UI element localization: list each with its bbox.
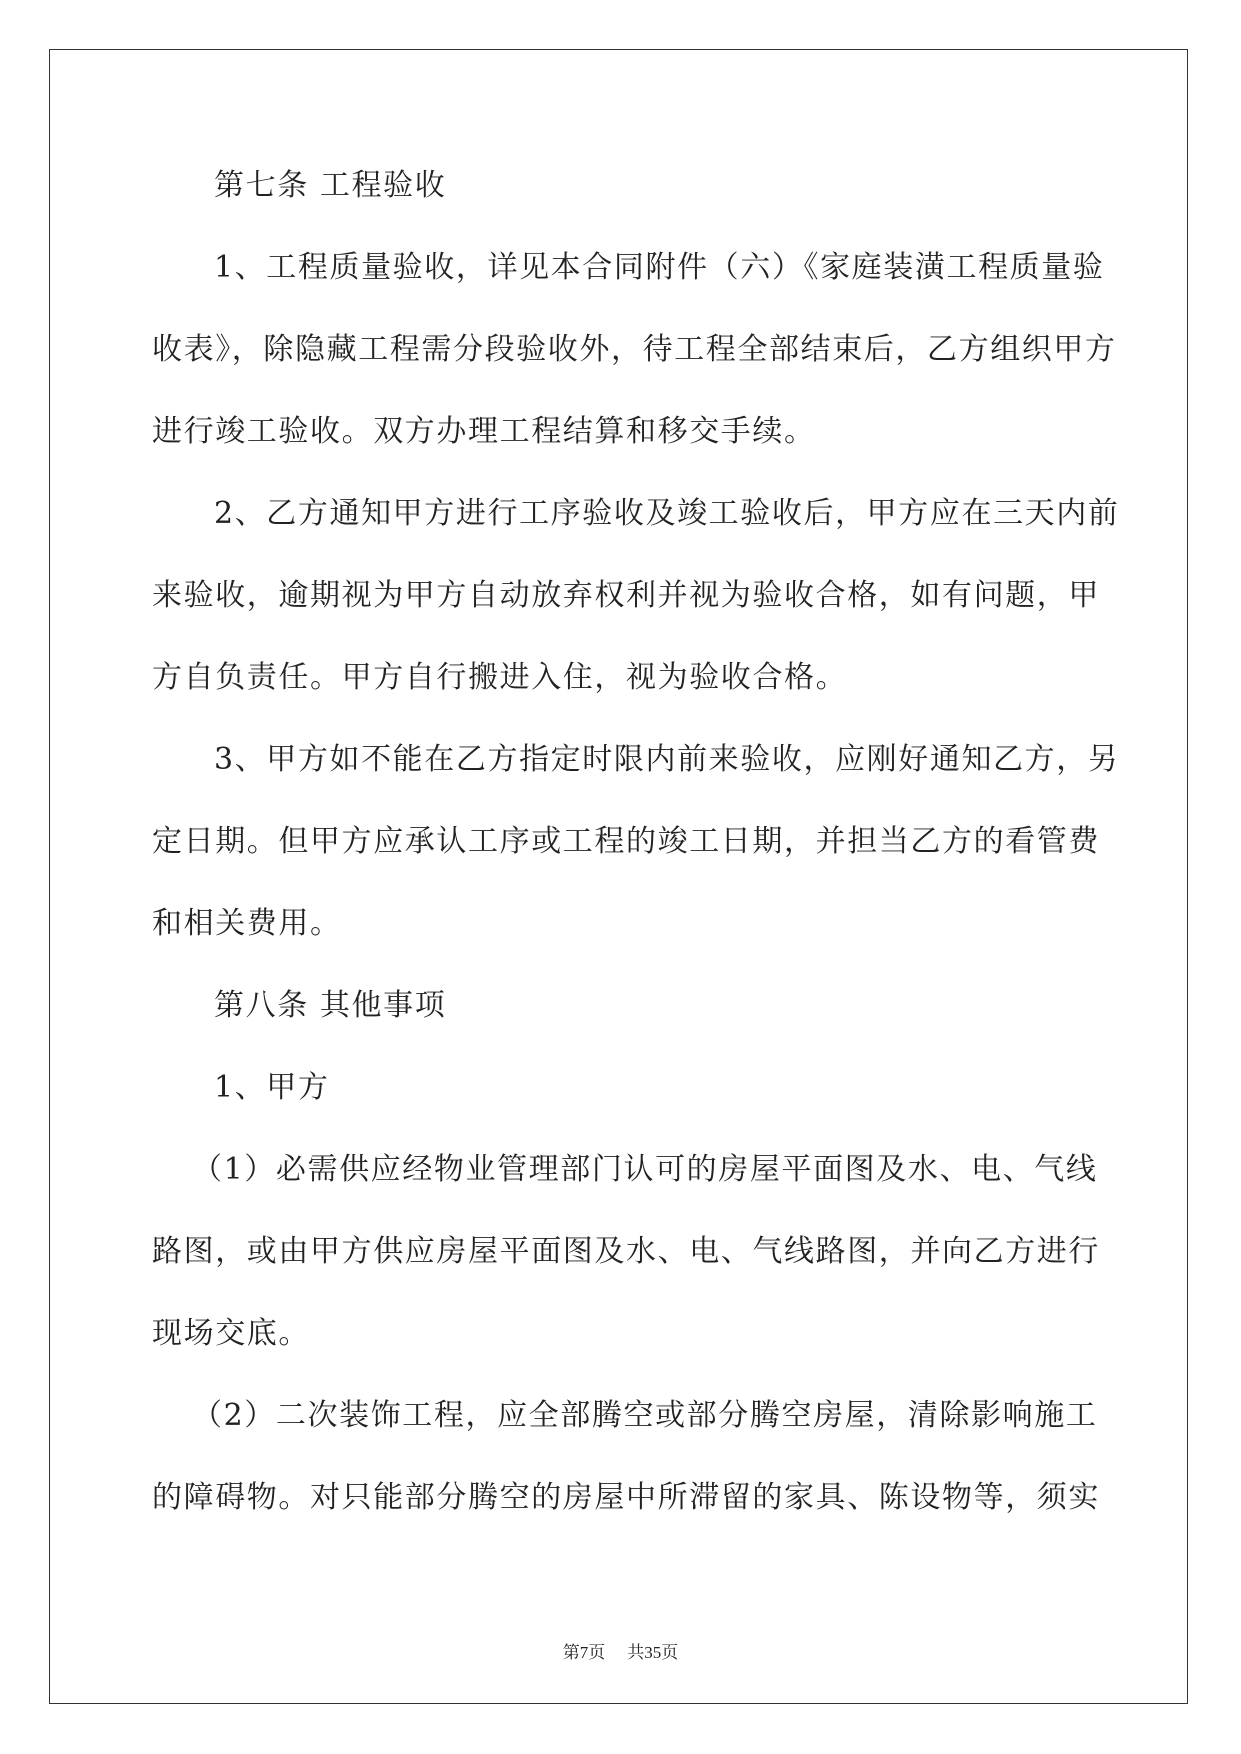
paragraph-line: 收表》，除隐藏工程需分段验收外，待工程全部结束后，乙方组织甲方: [152, 332, 1117, 367]
paragraph-line: 来验收，逾期视为甲方自动放弃权利并视为验收合格，如有问题，甲: [152, 578, 1100, 613]
paragraph-line: 3、甲方如不能在乙方指定时限内前来验收，应刚好通知乙方，另: [214, 742, 1120, 777]
paragraph-line: （1）必需供应经物业管理部门认可的房屋平面图及水、电、气线: [192, 1152, 1098, 1187]
page-footer: [0, 1641, 1241, 1665]
paragraph-line: 定日期。但甲方应承认工序或工程的竣工日期，并担当乙方的看管费: [152, 824, 1100, 859]
sub-heading-party-a: 1、甲方: [214, 1070, 330, 1105]
article-7-heading: 第七条 工程验收: [214, 168, 447, 203]
paragraph-line: 和相关费用。: [152, 906, 342, 941]
page-number-current: 第7页: [562, 1643, 606, 1662]
paragraph-line: 现场交底。: [152, 1316, 310, 1351]
paragraph-line: 进行竣工验收。双方办理工程结算和移交手续。: [152, 414, 816, 449]
paragraph-line: 路图，或由甲方供应房屋平面图及水、电、气线路图，并向乙方进行: [152, 1234, 1100, 1269]
paragraph-line: 的障碍物。对只能部分腾空的房屋中所滞留的家具、陈设物等，须实: [152, 1480, 1100, 1515]
page-number-total: 共35页: [627, 1643, 679, 1662]
article-8-heading: 第八条 其他事项: [214, 988, 447, 1023]
document-body: [152, 160, 1120, 1554]
paragraph-line: 1、工程质量验收，详见本合同附件（六）《家庭装潢工程质量验: [214, 250, 1105, 285]
paragraph-line: 2、乙方通知甲方进行工序验收及竣工验收后，甲方应在三天内前: [214, 496, 1120, 531]
paragraph-line: 方自负责任。甲方自行搬进入住，视为验收合格。: [152, 660, 848, 695]
paragraph-line: （2）二次装饰工程，应全部腾空或部分腾空房屋，清除影响施工: [192, 1398, 1098, 1433]
